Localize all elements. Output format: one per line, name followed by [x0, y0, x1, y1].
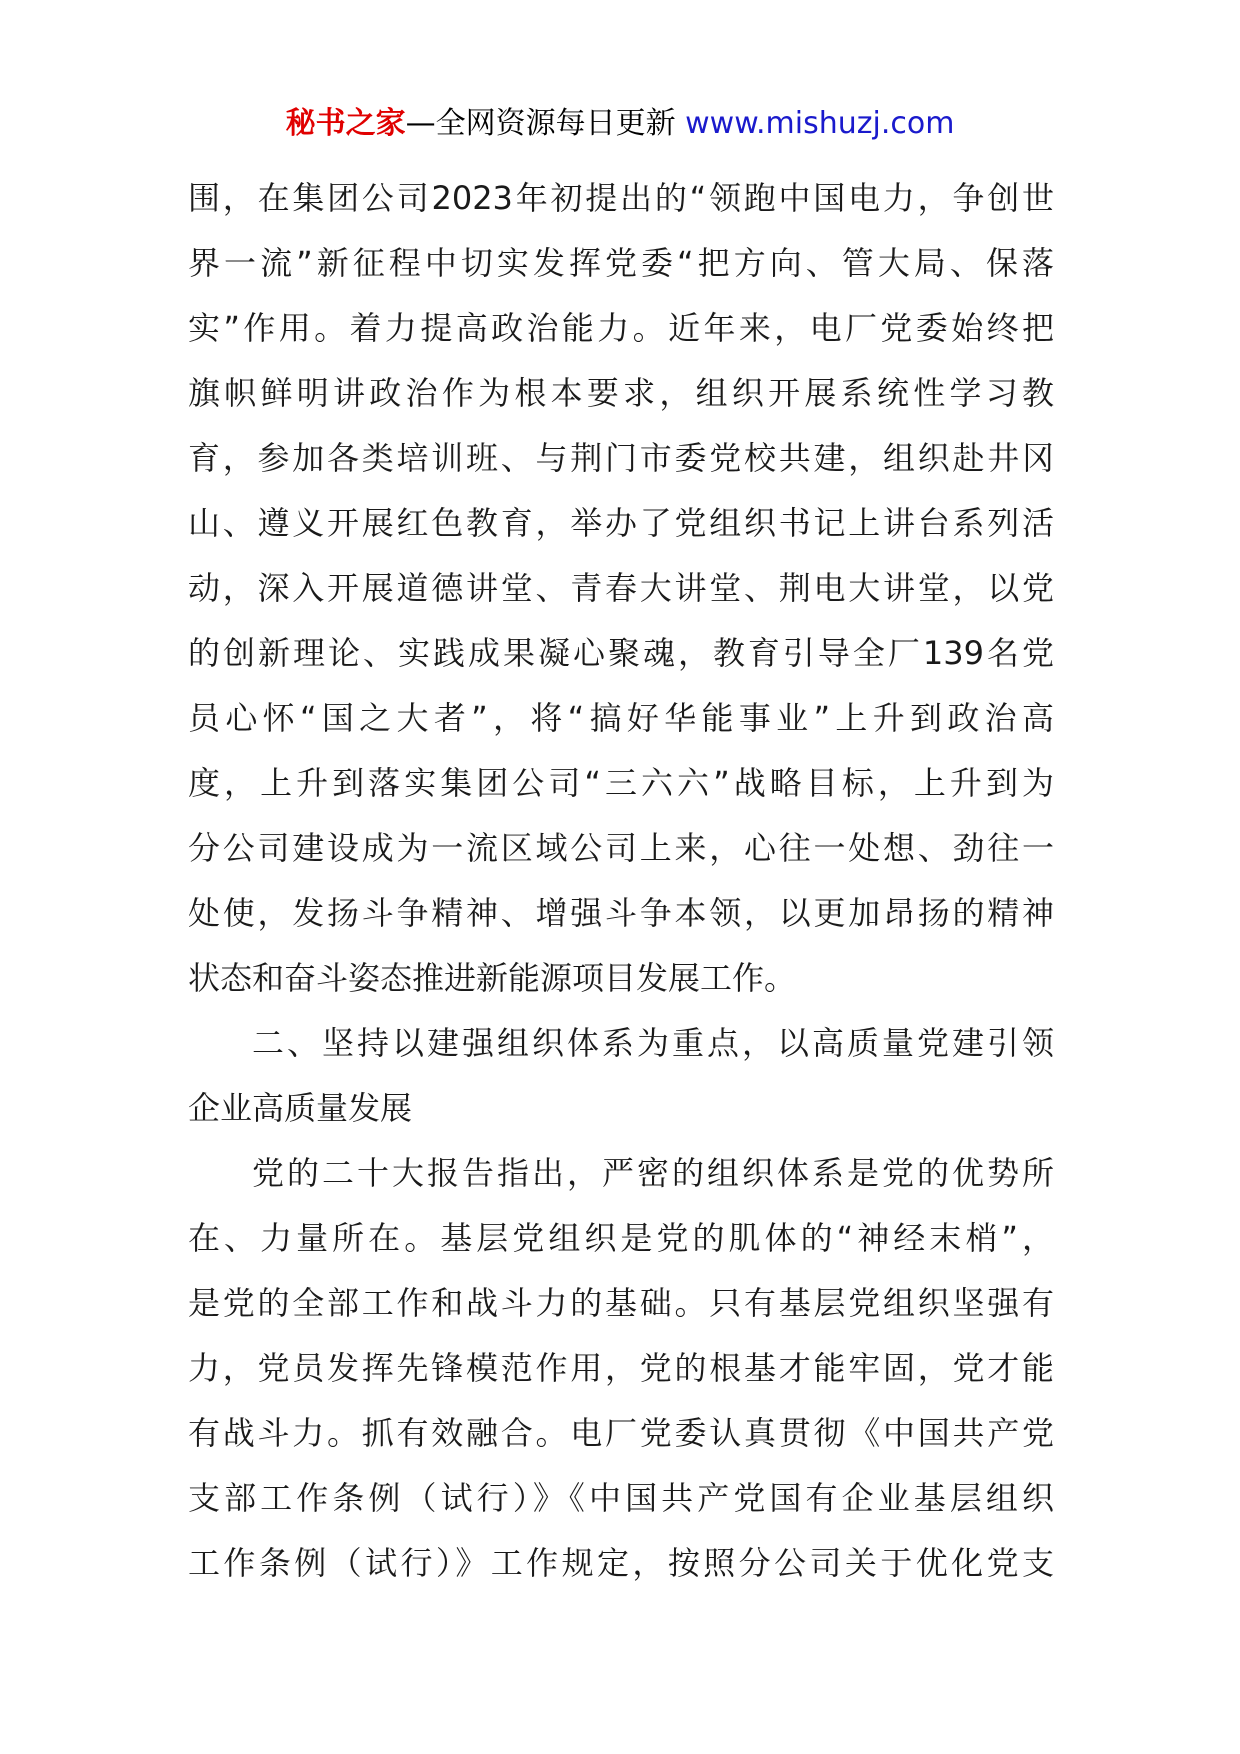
section-heading: 二、坚持以建强组织体系为重点，以高质量党建引领	[252, 1024, 1054, 1062]
text-line: 员心怀“国之大者”，将“搞好华能事业”上升到政治高	[188, 699, 1054, 737]
brand-name: 秘书之家	[285, 106, 406, 141]
text-line: 实”作用。着力提高政治能力。近年来，电厂党委始终把	[188, 309, 1054, 347]
text-line: 围，在集团公司2023年初提出的“领跑中国电力，争创世	[188, 179, 1054, 217]
text-line: 分公司建设成为一流区域公司上来，心往一处想、劲往一	[188, 829, 1054, 867]
body-text	[188, 166, 1054, 1596]
text-line: 育，参加各类培训班、与荆门市委党校共建，组织赴井冈	[188, 439, 1054, 477]
text-line: 党的二十大报告指出，严密的组织体系是党的优势所	[252, 1154, 1054, 1192]
watermark-header	[0, 104, 1240, 144]
site-link[interactable]: www.mishuzj.com	[685, 106, 955, 141]
text-line: 力，党员发挥先锋模范作用，党的根基才能牢固，党才能	[188, 1349, 1054, 1387]
text-line: 是党的全部工作和战斗力的基础。只有基层党组织坚强有	[188, 1284, 1054, 1322]
text-line: 支部工作条例（试行）》《中国共产党国有企业基层组织	[188, 1479, 1054, 1517]
text-line: 工作条例（试行）》工作规定，按照分公司关于优化党支	[188, 1544, 1054, 1582]
text-line: 有战斗力。抓有效融合。电厂党委认真贯彻《中国共产党	[188, 1414, 1054, 1452]
text-line: 状态和奋斗姿态推进新能源项目发展工作。	[188, 959, 797, 997]
text-line: 的创新理论、实践成果凝心聚魂，教育引导全厂139名党	[188, 634, 1054, 672]
text-line: 处使，发扬斗争精神、增强斗争本领，以更加昂扬的精神	[188, 894, 1054, 932]
section-heading: 企业高质量发展	[188, 1089, 413, 1127]
text-line: 山、遵义开展红色教育，举办了党组织书记上讲台系列活	[188, 504, 1054, 542]
text-line: 旗帜鲜明讲政治作为根本要求，组织开展系统性学习教	[188, 374, 1054, 412]
text-line: 动，深入开展道德讲堂、青春大讲堂、荆电大讲堂，以党	[188, 569, 1054, 607]
text-line: 度，上升到落实集团公司“三六六”战略目标，上升到为	[188, 764, 1054, 802]
slogan: —全网资源每日更新	[405, 106, 676, 141]
text-line: 在、力量所在。基层党组织是党的肌体的“神经末梢”，	[188, 1219, 1054, 1257]
text-line: 界一流”新征程中切实发挥党委“把方向、管大局、保落	[188, 244, 1054, 282]
